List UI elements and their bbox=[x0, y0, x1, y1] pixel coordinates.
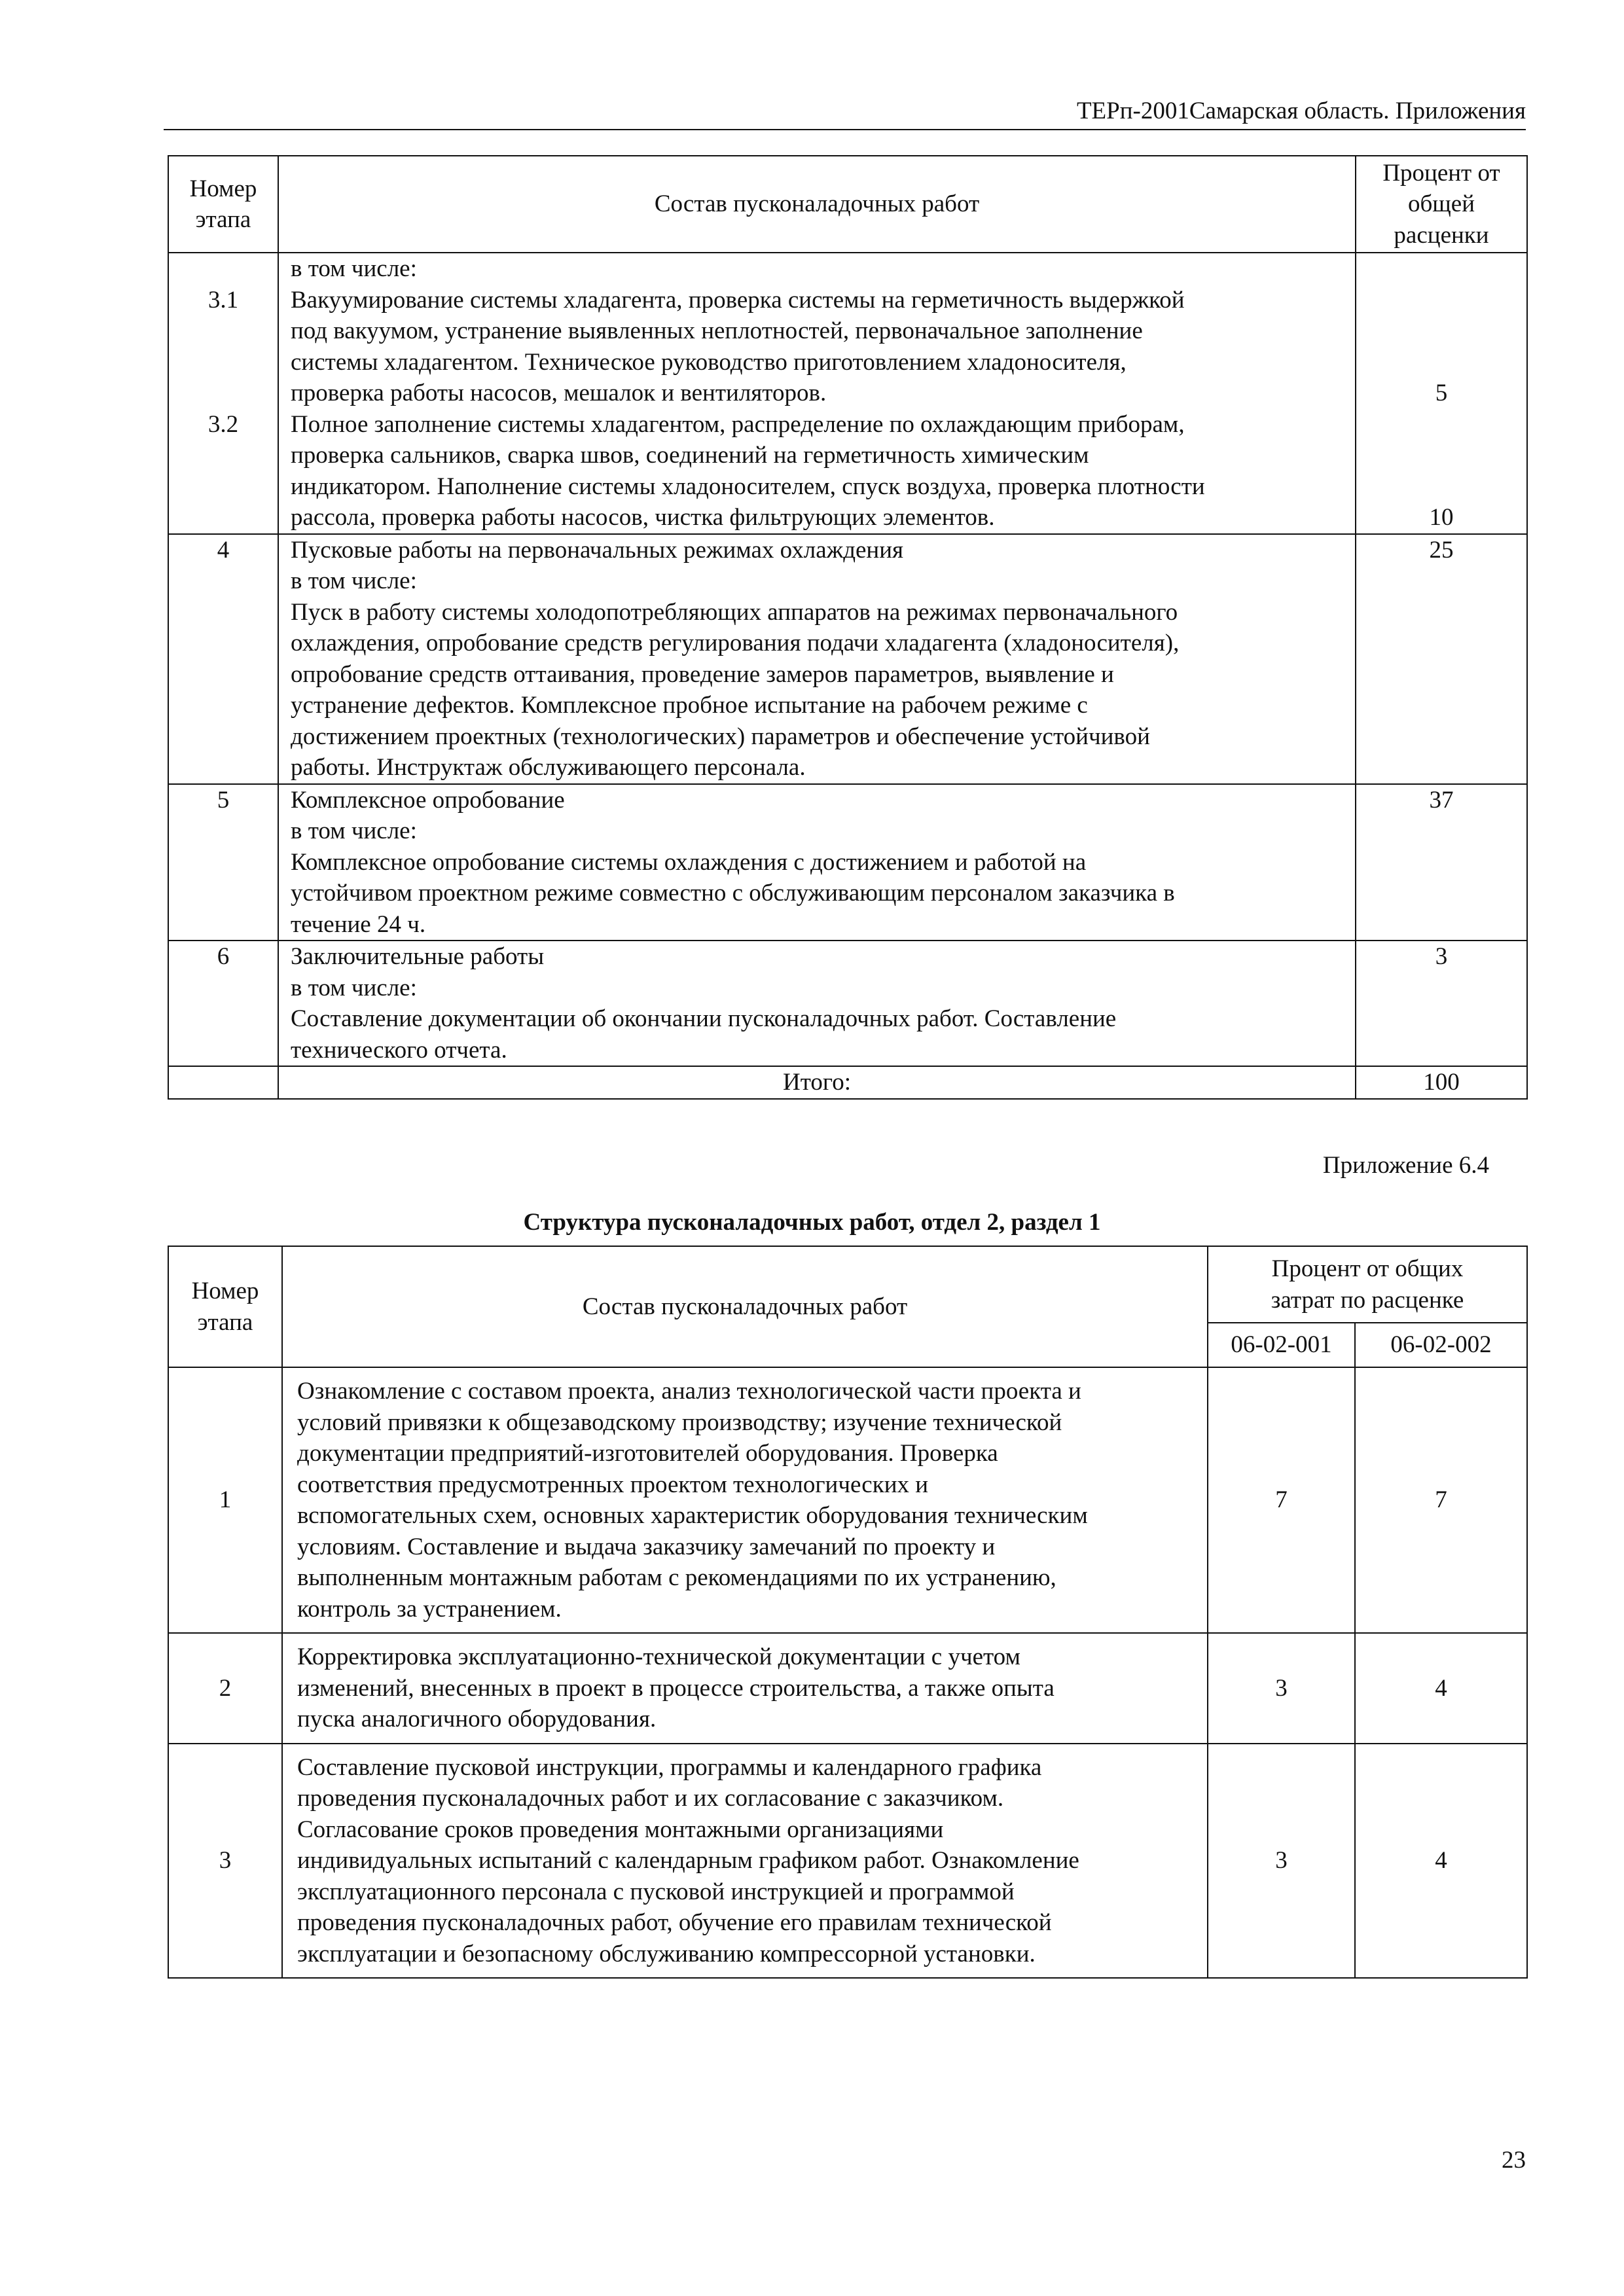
work-description: Заключительные работы в том числе: Составление документации об окончании пусконаладочных работ. Составление технического отчета. bbox=[278, 941, 1356, 1066]
table-row bbox=[168, 1744, 1527, 1979]
stages-table-continued bbox=[168, 155, 1528, 1100]
percent-value-06-02-002: 4 bbox=[1355, 1744, 1527, 1979]
total-row bbox=[168, 1066, 1527, 1099]
stage-number: 3.1 3.2 bbox=[168, 253, 278, 534]
total-stage-cell bbox=[168, 1066, 278, 1099]
work-composition-header: Состав пусконаладочных работ bbox=[282, 1246, 1208, 1367]
percent-value: 25 bbox=[1356, 534, 1527, 784]
percent-value: 37 bbox=[1356, 784, 1527, 941]
stage-number: 4 bbox=[168, 534, 278, 784]
page-number: 23 bbox=[1502, 2147, 1526, 2174]
percent-value-06-02-002: 4 bbox=[1355, 1633, 1527, 1744]
table-title: Структура пусконаладочных работ, отдел 2, раздел 1 bbox=[523, 1209, 1101, 1236]
percent-value-06-02-002: 7 bbox=[1355, 1367, 1527, 1633]
table-row bbox=[168, 253, 1527, 534]
stage-number: 2 bbox=[168, 1633, 282, 1744]
percent-value-06-02-001: 3 bbox=[1208, 1633, 1355, 1744]
percent-value: 5 10 bbox=[1356, 253, 1527, 534]
work-composition-header: Состав пусконаладочных работ bbox=[278, 156, 1356, 253]
work-description: Корректировка эксплуатационно-технической документации с учетом изменений, внесенных в проект в процессе строительства, а также опыта пуска аналогичного оборудования. bbox=[282, 1633, 1208, 1744]
work-description: Ознакомление с составом проекта, анализ технологической части проекта и условий привязки к общезаводскому производству; изучение технической документации предприятий-изготовителей оборудования. Проверка соответствия предусмотренных проектом технологических и вспомогательных схем, основных характеристик оборудования техническим условиям. Составление и выдача заказчику замечаний по проекту и выполненным монтажным работам с рекомендациями по их устранению, контроль за устранением. bbox=[282, 1367, 1208, 1633]
stage-number: 1 bbox=[168, 1367, 282, 1633]
table-header-row bbox=[168, 156, 1527, 253]
stage-number: 5 bbox=[168, 784, 278, 941]
percent-value: 3 bbox=[1356, 941, 1527, 1066]
percent-header: Процент от общих затрат по расценке bbox=[1208, 1246, 1527, 1323]
percent-header: Процент от общей расценки bbox=[1356, 156, 1527, 253]
stage-number-header: Номер этапа bbox=[168, 1246, 282, 1367]
rate-code-header: 06-02-001 bbox=[1208, 1323, 1355, 1367]
total-label: Итого: bbox=[278, 1066, 1356, 1099]
stage-number-header: Номер этапа bbox=[168, 156, 278, 253]
table-header-row bbox=[168, 1246, 1527, 1323]
percent-value-06-02-001: 7 bbox=[1208, 1367, 1355, 1633]
running-header: ТЕРп-2001Самарская область. Приложения bbox=[1076, 98, 1526, 124]
percent-value-06-02-001: 3 bbox=[1208, 1744, 1355, 1979]
table-row bbox=[168, 941, 1527, 1066]
stage-number: 3 bbox=[168, 1744, 282, 1979]
work-description: Комплексное опробование в том числе: Комплексное опробование системы охлаждения с достижением и работой на устойчивом проектном режиме совместно с обслуживающим персоналом заказчика в течение 24 ч. bbox=[278, 784, 1356, 941]
rate-code-header: 06-02-002 bbox=[1355, 1323, 1527, 1367]
stage-number: 6 bbox=[168, 941, 278, 1066]
commissioning-structure-table bbox=[168, 1246, 1528, 1979]
work-description: в том числе: Вакуумирование системы хладагента, проверка системы на герметичность выдержкой под вакуумом, устранение выявленных неплотностей, первоначальное заполнение системы хладагентом. Техническое руководство приготовлением хладоносителя, проверка работы насосов, мешалок и вентиляторов. Полное заполнение системы хладагентом, распределение по охлаждающим приборам, проверка сальников, сварка швов, соединений на герметичность химическим индикатором. Наполнение системы хладоносителем, спуск воздуха, проверка плотности рассола, проверка работы насосов, чистка фильтрующих элементов. bbox=[278, 253, 1356, 534]
appendix-label: Приложение 6.4 bbox=[1322, 1152, 1489, 1179]
work-description: Пусковые работы на первоначальных режимах охлаждения в том числе: Пуск в работу системы холодопотребляющих аппаратов на режимах первоначального охлаждения, опробование средств регулирования подачи хладагента (хладоносителя), опробование средств оттаивания, проведение замеров параметров, выявление и устранение дефектов. Комплексное пробное испытание на рабочем режиме с достижением проектных (технологических) параметров и обеспечение устойчивой работы. Инструктаж обслуживающего персонала. bbox=[278, 534, 1356, 784]
work-description: Составление пусковой инструкции, программы и календарного графика проведения пусконаладочных работ и их согласование с заказчиком. Согласование сроков проведения монтажными организациями индивидуальных испытаний с календарным графиком работ. Ознакомление эксплуатационного персонала с пусковой инструкцией и программой проведения пусконаладочных работ, обучение его правилам технической эксплуатации и безопасному обслуживанию компрессорной установки. bbox=[282, 1744, 1208, 1979]
table-row bbox=[168, 1367, 1527, 1633]
table-row bbox=[168, 784, 1527, 941]
table-row bbox=[168, 1633, 1527, 1744]
table-row bbox=[168, 534, 1527, 784]
header-rule bbox=[164, 129, 1526, 130]
total-value: 100 bbox=[1356, 1066, 1527, 1099]
